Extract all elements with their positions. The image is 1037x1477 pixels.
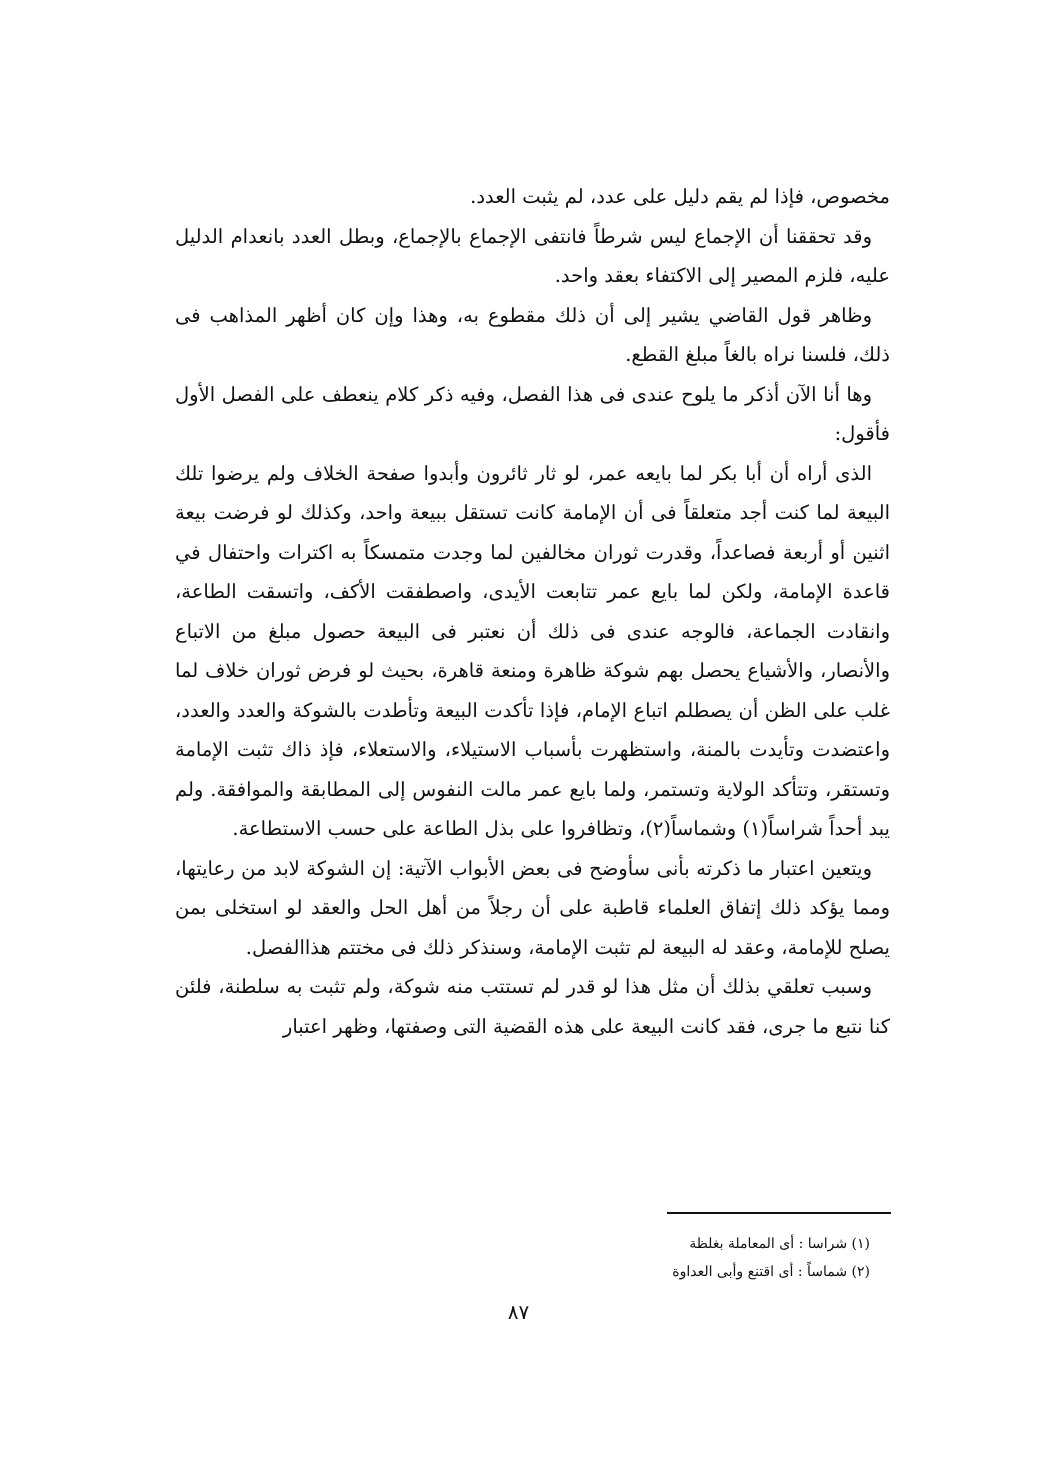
body-text [175,177,890,1046]
footnote-1: (١) شراسا : أى المعاملة بغلظة [689,1236,870,1252]
paragraph: وها أنا الآن أذكر ما يلوح عندى فى هذا الفصل، وفيه ذكر كلام ينعطف على الفصل الأول فأقول: [175,382,890,445]
paragraph: الذى أراه أن أبا بكر لما بايعه عمر، لو ثار ثائرون وأبدوا صفحة الخلاف ولم يرضوا تلك البيعة لما كنت أجد متعلقاً فى أن الإمامة كانت تستقل ببيعة واحد، وكذلك لو فرضت بيعة اثنين أو أربعة فصاعداً، وقدرت ثوران مخالفين لما وجدت متمسكاً به اكترات واحتفال في قاعدة الإمامة، ولكن لما بايع عمر تتابعت الأيدى، واصطفقت الأكف، واتسقت الطاعة، وانقادت الجماعة، فالوجه عندى فى ذلك أن نعتبر فى البيعة حصول مبلغ من الاتباع والأنصار، والأشياع يحصل بهم شوكة ظاهرة ومنعة قاهرة، بحيث لو فرض ثوران خلاف لما غلب على الظن أن يصطلم اتباع الإمام، فإذا تأكدت البيعة وتأطدت بالشوكة والعدد والعدد، واعتضدت وتأيدت بالمنة، واستظهرت بأسباب الاستيلاء، والاستعلاء، فإذ ذاك تثبت الإمامة وتستقر، وتتأكد الولاية وتستمر، ولما بايع عمر مالت النفوس إلى المطابقة والموافقة. ولم يبد أحداً شراساً(١) وشماساً(٢)، وتظافروا على بذل الطاعة على حسب الاستطاعة. [175,461,890,840]
paragraph: وقد تحققنا أن الإجماع ليس شرطاً فانتفى الإجماع بالإجماع، وبطل العدد بانعدام الدليل عليه، فلزم المصير إلى الاكتفاء بعقد واحد. [175,224,890,287]
page-number: ٨٧ [507,1300,530,1324]
paragraph: وظاهر قول القاضي يشير إلى أن ذلك مقطوع به، وهذا وإن كان أظهر المذاهب فى ذلك، فلسنا نراه بالغاً مبلغ القطع. [175,303,890,366]
footnote-divider [667,1212,891,1214]
footnotes [560,1230,870,1286]
footnote-2: (٢) شماساً : أى اقتنع وأبى العداوة [672,1264,870,1280]
paragraph: وسبب تعلقي بذلك أن مثل هذا لو قدر لم تستتب منه شوكة، ولم تثبت به سلطنة، فلئن كنا نتبع ما جرى، فقد كانت البيعة على هذه القضية التى وصفتها، وظهر اعتبار [175,975,890,1038]
paragraph: مخصوص، فإذا لم يقم دليل على عدد، لم يثبت العدد. [470,185,890,208]
paragraph: ويتعين اعتبار ما ذكرته بأنى سأوضح فى بعض الأبواب الآتية: إن الشوكة لابد من رعايتها، ومما يؤكد ذلك إتفاق العلماء قاطبة على أن رجلاً من أهل الحل والعقد لو استخلى بمن يصلح للإمامة، وعقد له البيعة لم تثبت الإمامة، وسنذكر ذلك فى مختتم هذاالفصل. [175,856,890,959]
